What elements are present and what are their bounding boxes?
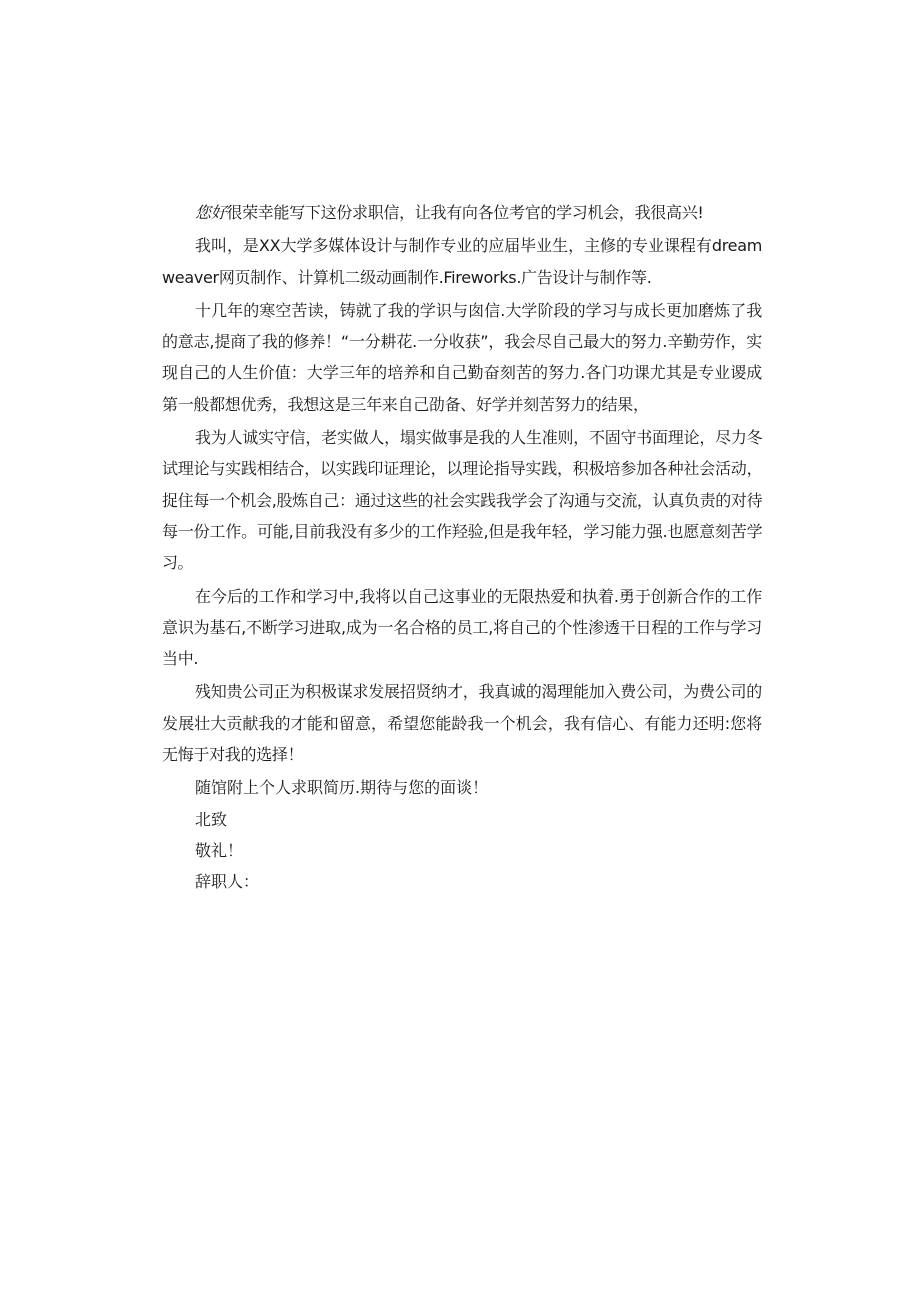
greeting-word: 您好 — [195, 203, 227, 222]
greeting-paragraph — [162, 197, 762, 228]
closing-regards: 敬礼！ — [195, 840, 244, 860]
letter-page — [162, 197, 762, 898]
character-paragraph: 我为人诚实守信，老实做人，塌实做事是我的人生准则，不固守书面理论，尽力冬试理论与实践相结合，以实践印证理论，以理论指导实践，积极培参加各种社会活动，捉住每一个机会,股炼自己：通过这些的社会实践我学会了沟通与交流，认真负责的对待每一份工作。可能,目前我没有多少的工作羟验,但是我年轻，学习能力强.也愿意刻苦学习。 — [162, 428, 762, 573]
intro-paragraph: 我叫，是XX大学多媒体设计与制作专业的应届毕业生，主修的专业课程有dreamweaver网页制作、计算机二级动画制作.Fireworks.广告设计与制作等. — [162, 236, 762, 287]
attachment-line: 随馆附上个人求职简历.期待与您的面谈！ — [195, 778, 489, 798]
future-paragraph: 在今后的工作和学习中,我将以自己这事业的无限热爱和执着.勇于创新合作的工作意识为基石,不断学习进取,成为一名合格的员工,将自己的个性渗透干日程的工作与学习当中. — [162, 586, 762, 669]
greeting-text: 很荣幸能写下这份求职信，让我有向各位考官的学习机会，我很高兴! — [226, 203, 704, 222]
study-paragraph: 十几年的寒空苦读，铸就了我的学识与囱信.大学阶段的学习与成长更加磨炼了我的意志,提商了我的修养！“一分耕花.一分收获”，我会尽自己最大的努力.辛勤劳作，实现自己的人生价值：大学三年的培养和自己勤奋刻苦的努力.各门功课尤其是专业谡成第一般都想优秀，我想这是三年来自己劭备、好学并刻苦努力的结果， — [162, 300, 762, 414]
application-paragraph: 残知贵公司正为积极谋求发展招贤纳才，我真诚的渴理能加入费公司，为费公司的发展壮大贡献我的才能和留意，希望您能龄我一个机会，我有信心、有能力还明:您将无悔于对我的选择！ — [162, 682, 762, 765]
signature-label: 辞职人： — [195, 872, 260, 892]
closing-salutation: 北致 — [195, 809, 228, 829]
